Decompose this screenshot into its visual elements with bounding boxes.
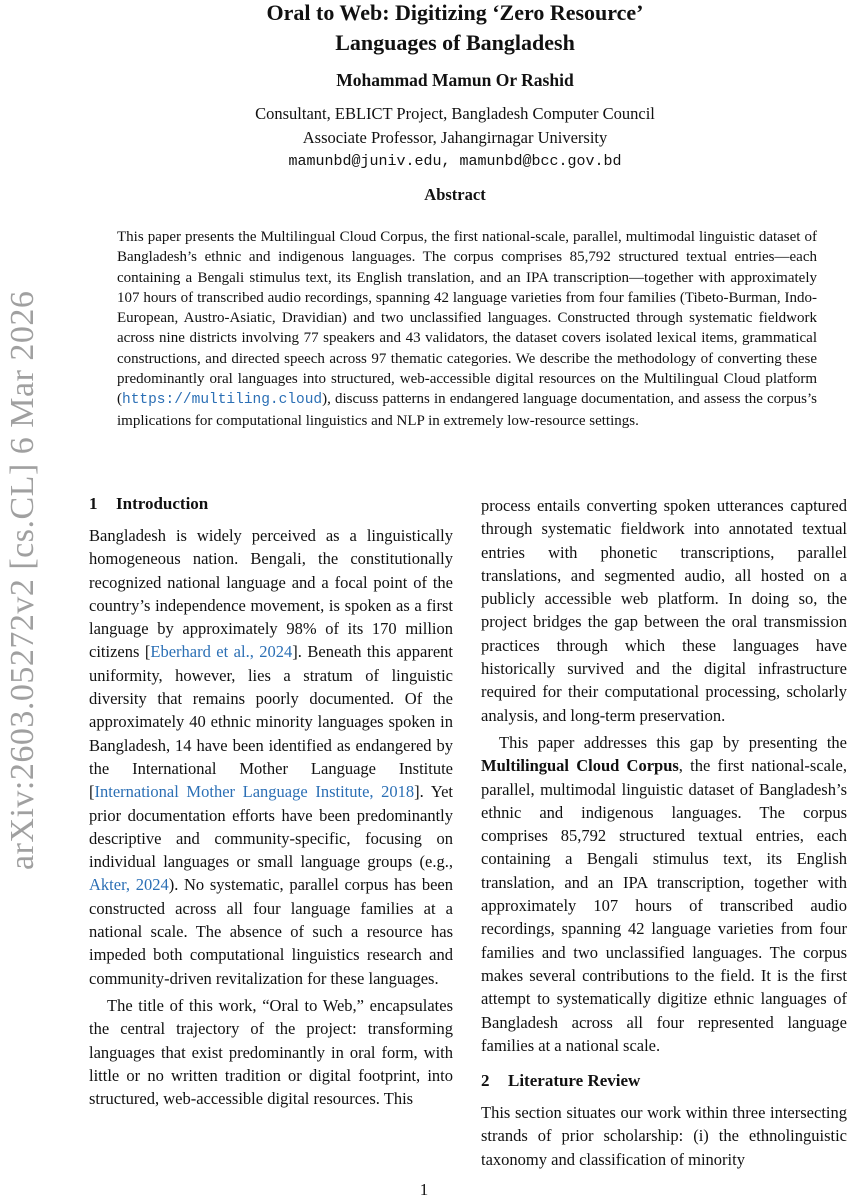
intro-p1-text-d: ). No systematic, parallel corpus has been constructed across all four language families at a national scale. The absence of such a resource has impeded both computational linguistics research and community-driven revitalization for these languages.	[89, 875, 453, 988]
section-1-title: Introduction	[116, 494, 209, 513]
intro-p3-text-a: This paper addresses this gap by presenting the	[499, 732, 847, 752]
section-1-heading	[89, 492, 453, 516]
abstract-text-a: This paper presents the Multilingual Cloud Corpus, the first national-scale, parallel, multimodal linguistic dataset of Bangladesh’s ethnic and indigenous languages. The corpus comprises 85,792 structured textual entries—each containing a Bengali stimulus text, its English translation, and an IPA transcription—together with approximately 107 hours of transcribed audio recordings, spanning 42 language varieties from four families (Tibeto-Burman, Indo-European, Austro-Asiatic, Dravidian) and two unclassified languages. Constructed through systematic fieldwork across nine districts involving 77 speakers and 43 validators, the dataset covers isolated lexical items, grammatical constructions, and directed speech across 97 thematic categories. We describe the methodology of converting these predominantly oral languages into structured, web-accessible digital resources on the Multilingual Cloud platform (	[117, 229, 817, 408]
abstract-text-b: ), discuss patterns in endangered language documentation, and assess the corpus’s implications for computational linguistics and NLP in extremely low-resource settings.	[117, 391, 817, 429]
title-line-1: Oral to Web: Digitizing ‘Zero Resource’	[266, 0, 644, 25]
intro-paragraph-2: The title of this work, “Oral to Web,” encapsulates the central trajectory of the project: transforming languages that exist predominantly in oral form, with little or no written tradition or digital footprint, into structured, web-accessible digital resources. This	[89, 995, 453, 1109]
citation-eberhard[interactable]: Eberhard et al., 2024	[150, 642, 293, 662]
abstract-body	[117, 227, 817, 431]
corpus-name-bold: Multilingual Cloud Corpus	[481, 756, 679, 776]
abstract-heading: Abstract	[424, 185, 486, 204]
intro-paragraph-1	[89, 524, 453, 990]
section-1-number: 1	[89, 494, 98, 513]
paper-title	[160, 0, 750, 58]
intro-paragraph-2-continued: process entails converting spoken utterances captured through systematic fieldwork into annotated textual entries with phonetic transcriptions, parallel translations, and segmented audio, all hosted on a publicly accessible web platform. In doing so, the project bridges the gap between the oral transmission practices through which these languages have historically survived and the digital infrastructure required for their computational processing, scholarly analysis, and long-term preservation.	[481, 496, 847, 725]
page-number: 1	[419, 1180, 429, 1199]
intro-p3-text-b: , the first national-scale, parallel, multimodal linguistic dataset of Bangladesh’s ethnic and indigenous languages. The corpus comprises 85,792 structured textual entries, each containing a Bengali stimulus text, its English translation, and an IPA transcription, together with approximately 107 hours of transcribed audio recordings, spanning 42 language varieties from four families and two unclassified languages. The corpus makes several contributions to the field. It is the first attempt to systematically digitize ethnic languages of Bangladesh across all four represented language families at a national scale.	[481, 756, 848, 1055]
literature-paragraph-1: This section situates our work within three intersecting strands of prior scholarship: (i) the ethnolinguistic taxonomy and classification of minority	[481, 1103, 847, 1169]
intro-p1-text-b: ]. Beneath this apparent uniformity, however, lies a stratum of linguistic diversity that remains poorly documented. Of the approximately 40 ethnic minority languages spoken in Bangladesh, 14 have been identified as endangered by the International Mother Language Institute [	[89, 642, 454, 802]
left-column	[89, 492, 453, 1110]
affiliation-2: Associate Professor, Jahangirnagar University	[302, 128, 608, 147]
affiliation-block	[160, 102, 750, 174]
section-2-heading	[481, 1069, 847, 1093]
intro-p1-text-c: ]. Yet prior documentation efforts have been predominantly descriptive and community-specific, focusing on individual languages or small language groups (e.g.,	[89, 782, 453, 872]
section-2-number: 2	[481, 1071, 490, 1091]
author-email[interactable]: mamunbd@juniv.edu, mamunbd@bcc.gov.bd	[288, 153, 622, 170]
affiliation-1: Consultant, EBLICT Project, Bangladesh Computer Council	[255, 104, 655, 123]
citation-imli[interactable]: International Mother Language Institute, 2018	[94, 782, 415, 802]
intro-paragraph-3	[481, 731, 847, 1057]
intro-p1-text-a: Bangladesh is widely perceived as a linguistically homogeneous nation. Bengali, the constitutionally recognized national language and a focal point of the country’s independence movement, is spoken as a first language by approximately 98% of its 170 million citizens [	[89, 526, 453, 662]
section-2-title: Literature Review	[508, 1071, 641, 1091]
platform-url-link[interactable]: https://multiling.cloud	[122, 392, 323, 409]
arxiv-sidebar-stamp: arXiv:2603.05272v2 [cs.CL] 6 Mar 2026	[4, 290, 41, 870]
title-line-2: Languages of Bangladesh	[335, 30, 575, 55]
author-name: Mohammad Mamun Or Rashid	[336, 70, 574, 90]
citation-akter[interactable]: Akter, 2024	[89, 875, 169, 895]
right-column	[481, 494, 847, 1171]
